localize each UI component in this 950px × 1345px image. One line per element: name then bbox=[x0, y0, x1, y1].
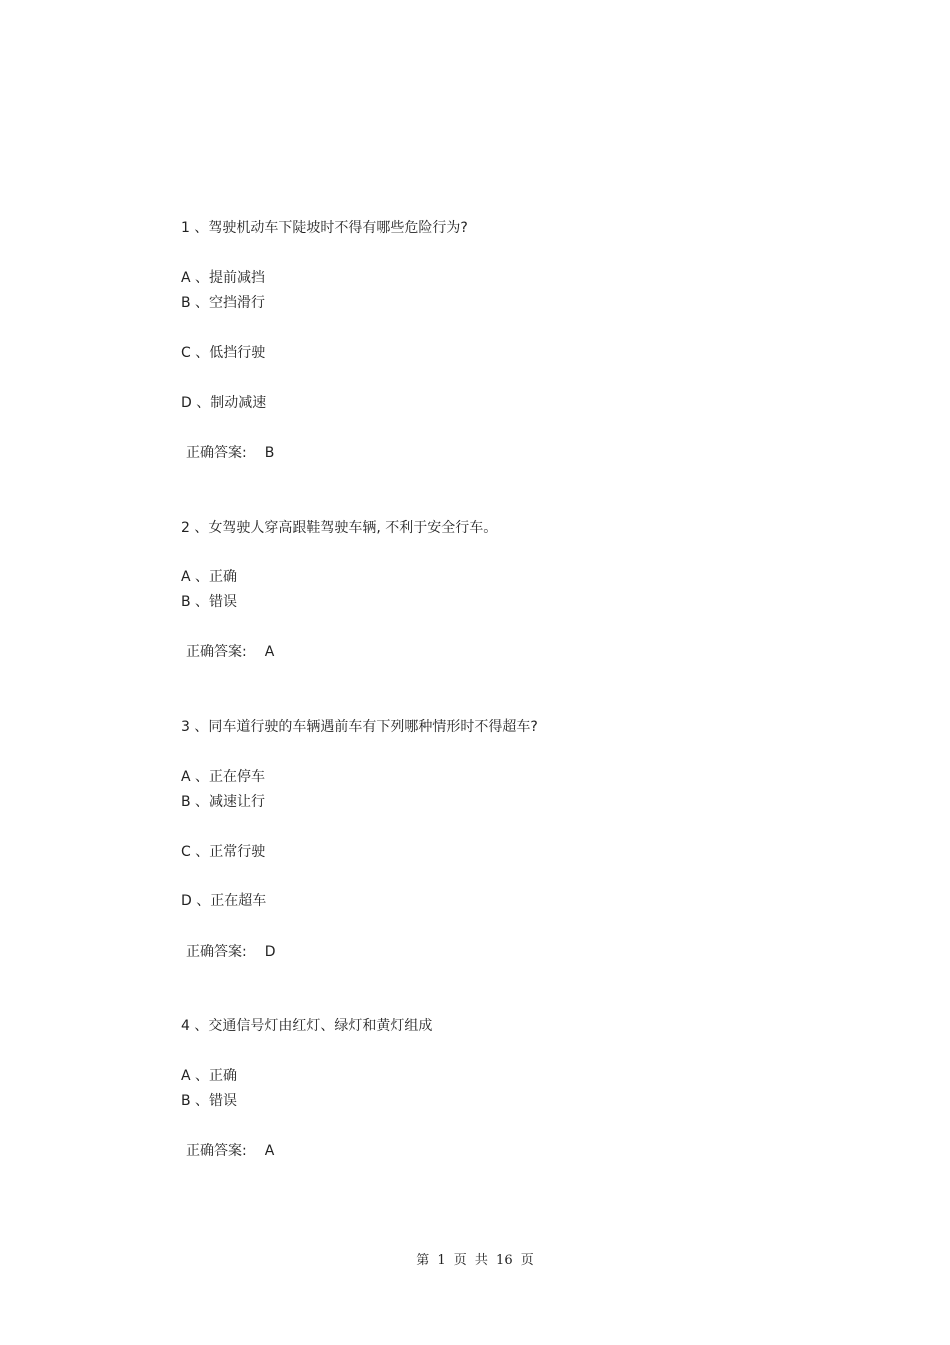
question-4-option-b: B 、错误 bbox=[181, 1093, 238, 1109]
question-4-answer bbox=[186, 1141, 274, 1161]
question-1-option-d: D 、制动减速 bbox=[181, 395, 267, 411]
question-1-answer bbox=[186, 443, 274, 463]
answer-label: 正确答案: bbox=[186, 944, 247, 960]
question-3-option-a: A 、正在停车 bbox=[181, 769, 266, 785]
question-1-option-c: C 、低挡行驶 bbox=[181, 345, 266, 361]
question-2-option-b: B 、错误 bbox=[181, 594, 238, 610]
answer-label: 正确答案: bbox=[186, 445, 247, 461]
question-1-option-a: A 、提前减挡 bbox=[181, 270, 266, 286]
answer-value: B bbox=[264, 445, 275, 461]
question-2-answer bbox=[186, 642, 274, 662]
answer-label: 正确答案: bbox=[186, 644, 247, 660]
answer-value: A bbox=[264, 1143, 275, 1159]
question-1-text: 1 、驾驶机动车下陡坡时不得有哪些危险行为? bbox=[181, 220, 468, 236]
answer-label: 正确答案: bbox=[186, 1143, 247, 1159]
question-3-text: 3 、同车道行驶的车辆遇前车有下列哪种情形时不得超车? bbox=[181, 719, 538, 735]
question-2-option-a: A 、正确 bbox=[181, 569, 238, 585]
question-4-option-a: A 、正确 bbox=[181, 1068, 238, 1084]
question-3-option-c: C 、正常行驶 bbox=[181, 844, 266, 860]
answer-value: D bbox=[264, 944, 276, 960]
question-3-option-d: D 、正在超车 bbox=[181, 893, 267, 909]
question-1-option-b: B 、空挡滑行 bbox=[181, 295, 266, 311]
page-footer: 第 1 页 共 16 页 bbox=[416, 1253, 534, 1268]
answer-value: A bbox=[264, 644, 275, 660]
question-3-answer bbox=[186, 942, 276, 962]
question-3-option-b: B 、减速让行 bbox=[181, 794, 266, 810]
question-2-text: 2 、女驾驶人穿高跟鞋驾驶车辆, 不利于安全行车。 bbox=[181, 520, 498, 536]
question-4-text: 4 、交通信号灯由红灯、绿灯和黄灯组成 bbox=[181, 1018, 433, 1034]
